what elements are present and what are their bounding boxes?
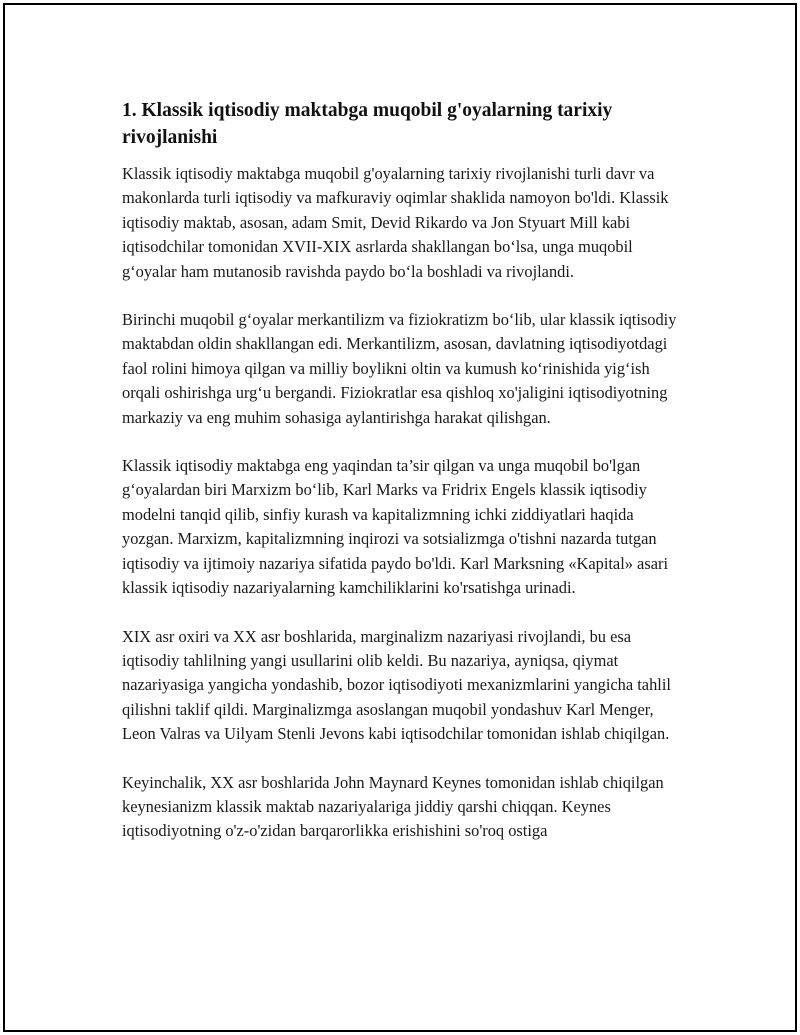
section-heading: 1. Klassik iqtisodiy maktabga muqobil g'oyalarning tarixiy rivojlanishi [122, 100, 613, 148]
document-body [122, 97, 687, 868]
paragraph: Keyinchalik, XX asr boshlarida John Maynard Keynes tomonidan ishlab chiqilgan keynesianizm klassik maktab nazariyalariga jiddiy qarshi chiqqan. Keynes iqtisodiyotning o'z-o'zidan barqarorlikka erishishini so'roq ostiga [122, 772, 664, 841]
paragraph: XIX asr oxiri va XX asr boshlarida, marginalizm nazariyasi rivojlandi, bu esa iqtisodiy tahlilning yangi usullarini olib keldi. Bu nazariya, ayniqsa, qiymat nazariyasiga yangicha yondashib, bozor iqtisodiyoti mexanizmlarini yangicha tahlil qilishni taklif qildi. Marginalizmga asoslangan muqobil yondashuv Karl Menger, Leon Valras va Uilyam Stenli Jevons kabi iqtisodchilar tomonidan ishlab chiqilgan. [122, 626, 671, 744]
paragraph: Birinchi muqobil g‘oyalar merkantilizm va fiziokratizm bo‘lib, ular klassik iqtisodiy maktabdan oldin shakllangan edi. Merkantilizm, asosan, davlatning iqtisodiyotdagi faol rolini himoya qilgan va milliy boylikni oltin va kumush ko‘rinishida yig‘ish orqali oshirishga urg‘u bergandi. Fiziokratlar esa qishloq xo'jaligini iqtisodiyotning markaziy va eng muhim sohasiga aylantirishga harakat qilishgan. [122, 310, 677, 427]
page-frame [3, 3, 797, 1032]
paragraph: Klassik iqtisodiy maktabga eng yaqindan ta’sir qilgan va unga muqobil bo'lgan g‘oyalardan biri Marxizm bo‘lib, Karl Marks va Fridrix Engels klassik iqtisodiy modelni tanqid qilib, sinfiy kurash va kapitalizmning ichki ziddiyatlari haqida yozgan. Marxizm, kapitalizmning inqirozi va sotsializmga o'tishni nazarda tutgan iqtisodiy va ijtimoiy nazariya sifatida paydo bo'ldi. Karl Marksning «Kapital» asari klassik iqtisodiy nazariyalarning kamchiliklarini ko'rsatishga urinadi. [122, 456, 668, 598]
paragraph: Klassik iqtisodiy maktabga muqobil g'oyalarning tarixiy rivojlanishi turli davr va makonlarda turli iqtisodiy va mafkuraviy oqimlar shaklida namoyon bo'ldi. Klassik iqtisodiy maktab, asosan, adam Smit, Devid Rikardo va Jon Styuart Mill kabi iqtisodchilar tomonidan XVII-XIX asrlarda shakllangan bo‘lsa, unga muqobil g‘oyalar ham mutanosib ravishda paydo bo‘la boshladi va rivojlandi. [122, 164, 669, 281]
